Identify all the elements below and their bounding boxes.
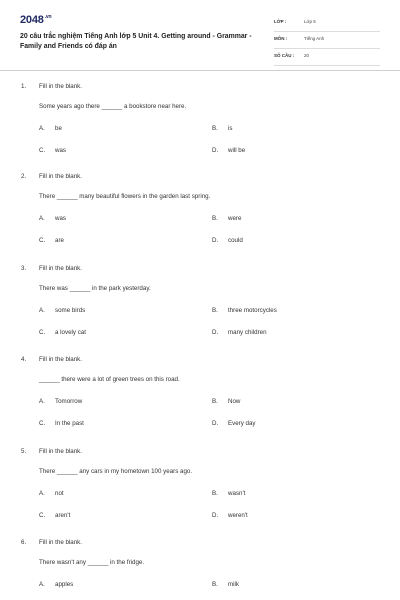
option-letter: B. — [212, 215, 218, 222]
option-letter: D. — [212, 512, 219, 519]
option-letter: D. — [212, 237, 219, 244]
option-letter: C. — [39, 420, 46, 427]
option-letter: B. — [212, 307, 218, 314]
option-c[interactable] — [39, 329, 86, 336]
logo-text: 2048 — [20, 14, 44, 26]
option-text: be — [55, 125, 62, 132]
option-letter: B. — [212, 490, 218, 497]
option-text: three motorcycles — [228, 307, 277, 314]
option-d[interactable] — [212, 512, 248, 519]
option-a[interactable] — [39, 398, 82, 405]
option-text: wasn't — [228, 490, 246, 497]
option-letter: C. — [39, 237, 46, 244]
meta-row-subject — [274, 34, 380, 49]
option-a[interactable] — [39, 490, 64, 497]
question-sentence: ______ there were a lot of green trees on this road. — [39, 376, 180, 383]
question-instruction: Fill in the blank. — [39, 265, 82, 272]
question-number: 3. — [21, 265, 27, 272]
option-text: was — [55, 147, 67, 154]
option-d[interactable] — [212, 237, 243, 244]
option-letter: D. — [212, 420, 219, 427]
option-text: Now — [228, 398, 241, 405]
question-instruction: Fill in the blank. — [39, 448, 82, 455]
option-letter: B. — [212, 581, 218, 588]
option-letter: A. — [39, 307, 45, 314]
logo-suffix: .vn — [44, 14, 52, 20]
option-text: milk — [228, 581, 239, 588]
option-letter: A. — [39, 490, 45, 497]
option-letter: D. — [212, 329, 219, 336]
question-sentence: Some years ago there ______ a bookstore near here. — [39, 103, 187, 110]
option-text: was — [55, 215, 67, 222]
header-divider — [0, 70, 400, 71]
option-text: is — [228, 125, 233, 132]
option-text: In the past — [55, 420, 84, 427]
option-letter: D. — [212, 147, 219, 154]
meta-label: MÔN : — [274, 36, 288, 41]
option-text: could — [228, 237, 243, 244]
option-letter: C. — [39, 329, 46, 336]
option-text: a lovely cat — [55, 329, 86, 336]
meta-label: SỐ CÂU : — [274, 53, 295, 58]
question-instruction: Fill in the blank. — [39, 539, 82, 546]
option-b[interactable] — [212, 125, 232, 132]
meta-label: LỚP : — [274, 19, 287, 24]
option-c[interactable] — [39, 237, 64, 244]
option-b[interactable] — [212, 490, 245, 497]
option-letter: A. — [39, 398, 45, 405]
question-sentence: There ______ many beautiful flowers in the garden last spring. — [39, 193, 211, 200]
option-c[interactable] — [39, 512, 70, 519]
option-d[interactable] — [212, 420, 256, 427]
question-number: 5. — [21, 448, 27, 455]
meta-value: Lớp 5 — [304, 19, 316, 24]
question-instruction: Fill in the blank. — [39, 356, 82, 363]
option-text: Tomorrow — [55, 398, 83, 405]
option-text: many children — [228, 329, 267, 336]
option-letter: C. — [39, 147, 46, 154]
option-text: aren't — [55, 512, 71, 519]
question-sentence: There wasn't any ______ in the fridge. — [39, 559, 145, 566]
option-text: not — [55, 490, 64, 497]
meta-value: 20 — [304, 53, 310, 58]
option-a[interactable] — [39, 307, 85, 314]
meta-row-class — [274, 17, 380, 32]
option-c[interactable] — [39, 147, 66, 154]
question-instruction: Fill in the blank. — [39, 83, 82, 90]
quiz-meta — [274, 17, 380, 68]
header — [20, 12, 380, 62]
option-c[interactable] — [39, 420, 84, 427]
option-b[interactable] — [212, 215, 241, 222]
option-d[interactable] — [212, 147, 245, 154]
option-text: weren't — [228, 512, 248, 519]
question-sentence: There ______ any cars in my hometown 100 years ago. — [39, 468, 193, 475]
option-letter: A. — [39, 581, 45, 588]
option-a[interactable] — [39, 581, 73, 588]
option-text: were — [228, 215, 242, 222]
option-text: apples — [55, 581, 74, 588]
question-number: 4. — [21, 356, 27, 363]
question-number: 1. — [21, 83, 27, 90]
option-text: will be — [228, 147, 246, 154]
question-number: 2. — [21, 173, 27, 180]
option-b[interactable] — [212, 398, 240, 405]
question-number: 6. — [21, 539, 27, 546]
option-text: are — [55, 237, 64, 244]
meta-value: Tiếng Anh — [304, 36, 325, 41]
option-text: some birds — [55, 307, 86, 314]
option-letter: B. — [212, 398, 218, 405]
option-letter: B. — [212, 125, 218, 132]
meta-row-count — [274, 51, 380, 66]
option-text: Every day — [228, 420, 256, 427]
option-letter: A. — [39, 215, 45, 222]
option-d[interactable] — [212, 329, 267, 336]
option-b[interactable] — [212, 581, 239, 588]
site-logo[interactable] — [20, 14, 51, 26]
question-sentence: There was ______ in the park yesterday. — [39, 285, 151, 292]
question-instruction: Fill in the blank. — [39, 173, 82, 180]
option-b[interactable] — [212, 307, 277, 314]
page-title: 20 câu trắc nghiệm Tiếng Anh lớp 5 Unit 4. Getting around - Grammar - Family and Friends có đáp án — [20, 33, 252, 50]
option-letter: C. — [39, 512, 46, 519]
option-a[interactable] — [39, 125, 62, 132]
option-a[interactable] — [39, 215, 66, 222]
option-letter: A. — [39, 125, 45, 132]
